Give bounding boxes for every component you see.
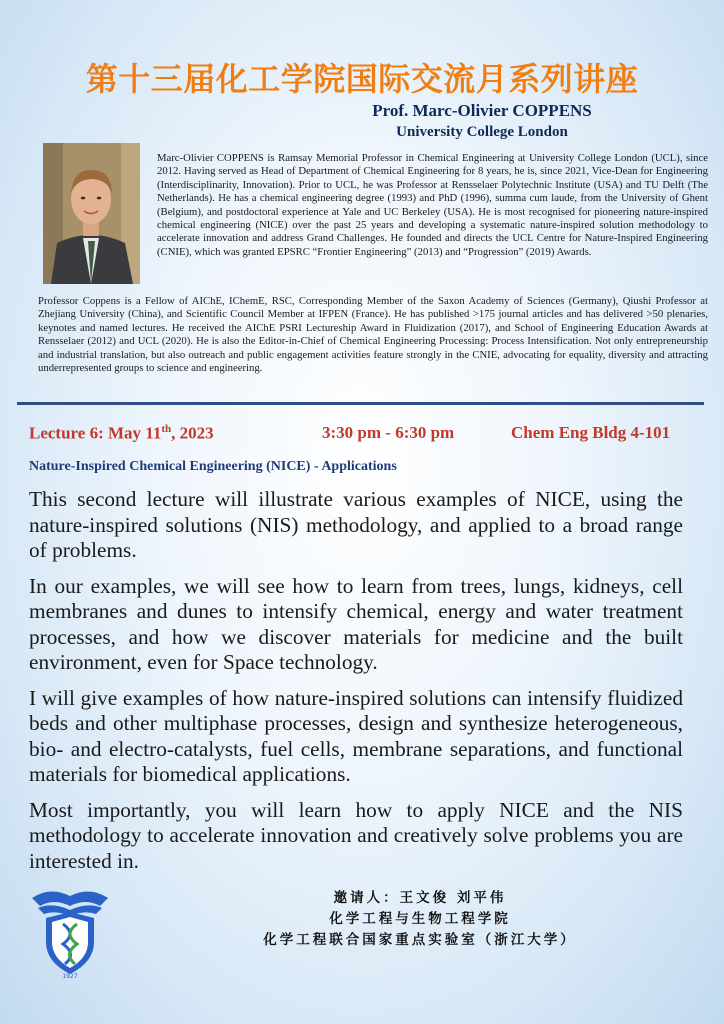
college-emblem-icon bbox=[30, 884, 110, 980]
lecture-title: Nature-Inspired Chemical Engineering (NICE) - Applications bbox=[29, 459, 397, 474]
lecture-time: 3:30 pm - 6:30 pm bbox=[322, 423, 455, 442]
host-lab: 化学工程联合国家重点实验室（浙江大学） bbox=[263, 932, 577, 948]
speaker-name: Prof. Marc-Olivier COPPENS bbox=[372, 101, 592, 120]
lecture-date bbox=[29, 423, 214, 444]
abstract-paragraph: I will give examples of how nature-inspired solutions can intensify fluidized beds and other multiphase processes, design and synthesize heterogeneous, bio- and electro-catalysts, fuel cells, membrane separations, and functional materials for biomedical applications. bbox=[29, 685, 683, 786]
speaker-photo bbox=[43, 143, 140, 284]
speaker-bio-awards: Professor Coppens is a Fellow of AIChE, IChemE, RSC, Corresponding Member of the Saxon Academy of Sciences (Germany), Qiushi Professor at Zhejiang University (China), and Scientific Council Member at IFPEN (France). He has published >175 journal articles and has delivered >50 plenaries, keynotes and named lectures. He received the AIChE PSRI Lectureship Award in Fluidization (2017), and School of Engineering Education Awards at Rensselaer (2012) and UCL (2020). He is also the Editor-in-Chief of Chemical Engineering Processing: Process Intensification. Not only entrepreneurship and industrial translation, but also outreach and public engagement activities feature strongly in the CNIE, advocating for equality, diversity and attracting underrepresented groups to science and engineering. bbox=[38, 295, 708, 375]
abstract-paragraph: In our examples, we will see how to learn from trees, lungs, kidneys, cell membranes and dunes to intensify chemical, energy and water treatment processes, and how we discover materials for medicine and the built environment, even for Space technology. bbox=[29, 573, 683, 674]
host-college: 化学工程与生物工程学院 bbox=[329, 911, 511, 927]
abstract-paragraph: Most importantly, you will learn how to apply NICE and the NIS methodology to accelerate innovation and creatively solve problems you are interested in. bbox=[29, 797, 683, 873]
lecture-date-main: Lecture 6: May 11 bbox=[29, 423, 162, 443]
abstract-paragraph: This second lecture will illustrate various examples of NICE, using the nature-inspired solutions (NIS) methodology, and applied to a broad range of problems. bbox=[29, 487, 683, 562]
lecture-date-ordinal: th bbox=[161, 423, 172, 435]
host-info bbox=[240, 888, 600, 951]
lecture-year: , 2023 bbox=[171, 423, 214, 443]
section-divider bbox=[17, 402, 704, 405]
speaker-affiliation: University College London bbox=[396, 124, 568, 140]
host-inviters: 邀请人：王文俊 刘平伟 bbox=[333, 890, 507, 906]
poster-title: 第十三届化工学院国际交流月系列讲座 bbox=[85, 60, 639, 98]
speaker-bio-intro: Marc-Olivier COPPENS is Ramsay Memorial Professor in Chemical Engineering at University College London (UCL), since 2012. Having served as Head of Department of Chemical Engineering for 8 years, he is, since 2021, Vice-Dean for Engineering (Interdisciplinarity, Innovation). Prior to UCL, he was Professor at Rensselaer Polytechnic Institute (USA) and TU Delft (The Netherlands). He has a chemical engineering degree (1993) and PhD (1996), summa cum laude, from the University of Ghent (Belgium), and postdoctoral experience at Yale and UC Berkeley (USA). He is most recognised for pioneering nature-inspired chemical engineering (NICE) over the past 25 years and developing a systematic nature-inspired solution methodology to accelerate innovation and address Grand Challenges. He founded and directs the UCL Centre for Nature-Inspired Engineering (CNIE), which was granted EPSRC “Frontier Engineering” (2013) and “Progression” (2019) Awards. bbox=[157, 152, 708, 258]
lecture-abstract bbox=[29, 487, 683, 884]
lecture-location: Chem Eng Bldg 4-101 bbox=[511, 423, 671, 442]
emblem-year: 1927 bbox=[62, 973, 78, 980]
